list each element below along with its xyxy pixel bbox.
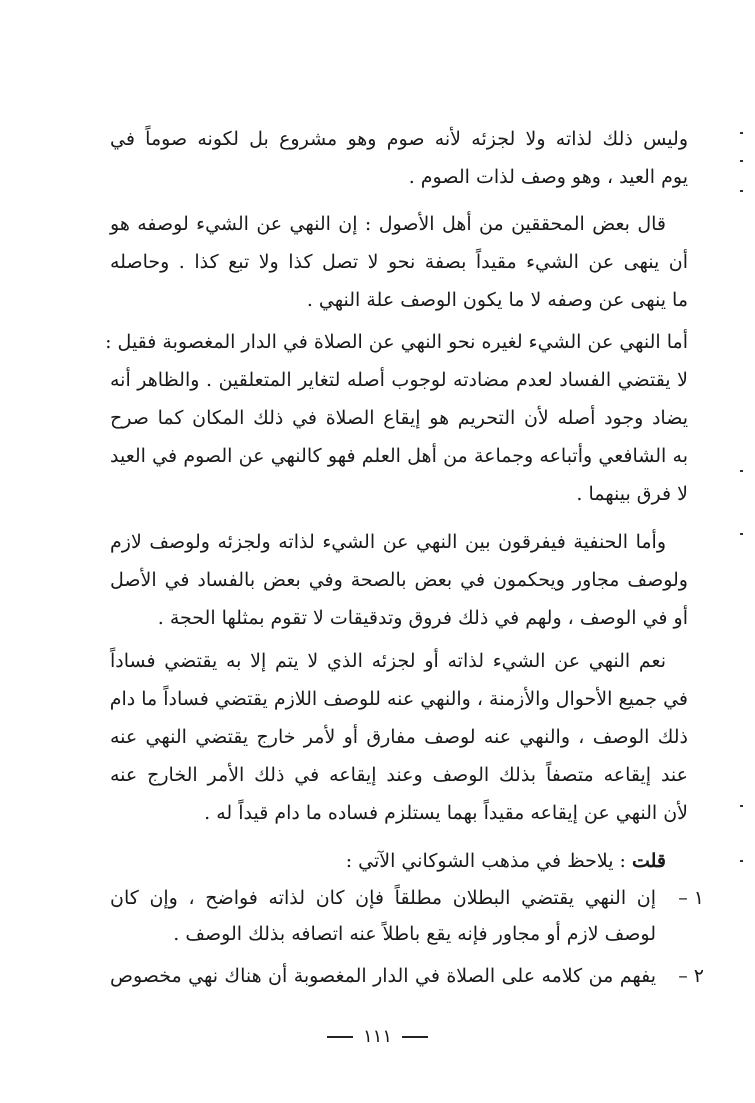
paragraph-1 [110,120,688,196]
text-line: يوم العيد ، وهو وصف لذات الصوم . [408,166,688,188]
text-line: به الشافعي وأتباعه وجماعة من أهل العلم فهو كالنهي عن الصوم في العيد [110,445,688,467]
note-body: : يلاحظ في مذهب الشوكاني الآتي : [345,850,632,872]
note-line [110,842,688,880]
text-line: نعم النهي عن الشيء لذاته أو لجزئه الذي لا يتم إلا به يقتضي فساداً [110,650,666,672]
margin-mark [740,533,743,535]
text-line: ما ينهى عن وصفه لا ما يكون الوصف علة النهي . [306,289,688,311]
note-text [110,842,688,880]
text-line: ولوصف مجاور ويحكمون في بعض بالصحة وفي بعض بالفساد في الأصل [110,569,688,591]
item-body [110,880,656,952]
margin-mark [740,860,743,862]
text-line: ذلك الوصف ، والنهي عنه لوصف مفارق أو لأمر خارج يقتضي النهي عنه [110,726,688,748]
numbered-item-2 [110,958,704,994]
margin-mark [740,805,743,807]
page-number-dash [327,1036,353,1038]
text-line: يضاد وجود أصله لأن التحريم هو إيقاع الصلاة في ذلك المكان كما صرح [110,407,688,429]
paragraph-4 [110,523,688,637]
item-body [110,958,656,994]
text-line: لأن النهي عن إيقاعه مقيداً بهما يستلزم فساده ما دام قيداً له . [204,802,688,824]
page-number-dash [402,1036,428,1038]
text-line: لا يقتضي الفساد لعدم مضادته لوجوب أصله لتغاير المتعلقين . والظاهر أنه [110,369,688,391]
paragraph-2 [110,205,688,319]
margin-mark [740,470,743,472]
text-line: يفهم من كلامه على الصلاة في الدار المغصوبة أن هناك نهي مخصوص [110,965,656,987]
margin-mark [740,160,743,162]
note-label: قلت [631,850,666,872]
numbered-item-1 [110,880,704,952]
text-line: إن النهي يقتضي البطلان مطلقاً فإن كان لذاته فواضح ، وإن كان [110,887,656,909]
text-line: أو في الوصف ، ولهم في ذلك فروق وتدقيقات لا تقوم بمثلها الحجة . [157,607,688,629]
item-number: ١ – [678,887,704,909]
page-number [0,1026,755,1047]
text-line: عند إيقاعه متصفاً بذلك الوصف وعند إيقاعه في ذلك الأمر الخارج عنه [110,764,688,786]
margin-mark [740,132,743,134]
text-line: قال بعض المحققين من أهل الأصول : إن النهي عن الشيء لوصفه هو [110,213,666,235]
text-line: أن ينهى عن الشيء مقيداً بصفة نحو لا تصل كذا ولا تبع كذا . وحاصله [110,251,688,273]
item-number: ٢ – [678,965,704,987]
text-line: وأما الحنفية فيفرقون بين النهي عن الشيء لذاته ولجزئه ولوصف لازم [110,531,666,553]
page-number-value: ١١١ [362,1026,392,1047]
text-line: لوصف لازم أو مجاور فإنه يقع باطلاً عنه اتصافه بذلك الوصف . [173,923,656,945]
text-line: في جميع الأحوال والأزمنة ، والنهي عنه للوصف اللازم يقتضي فساداً ما دام [109,688,688,710]
paragraph-5 [110,642,688,832]
text-line: لا فرق بينهما . [576,483,688,505]
paragraph-3 [105,323,688,513]
text-line: أما النهي عن الشيء لغيره نحو النهي عن الصلاة في الدار المغصوبة فقيل : [105,331,688,353]
text-line: وليس ذلك لذاته ولا لجزئه لأنه صوم وهو مشروع بل لكونه صوماً في [110,128,688,150]
margin-mark [740,190,743,192]
